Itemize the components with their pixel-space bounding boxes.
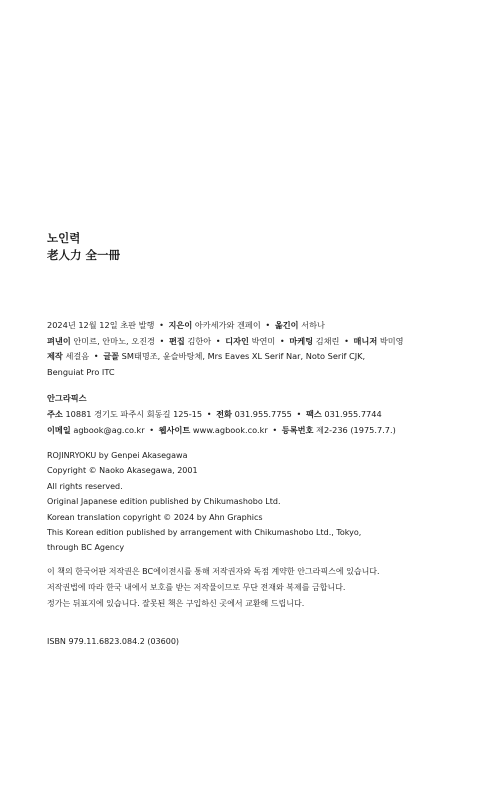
publisher-contact-line-1 <box>47 406 396 422</box>
design-label: 디자인 <box>225 335 249 346</box>
separator: • <box>159 320 164 330</box>
rights-line: This Korean edition published by arrangement with Chikumashobo Ltd., Tokyo, <box>47 528 362 538</box>
book-title-korean: 노인력 <box>47 231 81 245</box>
author-label: 지은이 <box>168 320 193 330</box>
production-label: 제작 <box>47 351 63 362</box>
separator: • <box>265 320 271 330</box>
credits-block <box>47 318 467 380</box>
separator: • <box>296 409 302 419</box>
font-list: SM태명조, 윤슬바탕체, Mrs Eaves XL Serif Nar, Noto Serif CJK, <box>121 351 366 362</box>
publisher-label: 펴낸이 <box>47 335 71 346</box>
address-label: 주소 <box>47 409 63 419</box>
rights-line: Korean translation copyright © 2024 by Ahn Graphics <box>47 512 263 522</box>
fax-value: 031.955.7744 <box>324 409 382 419</box>
publisher-names: 안미르, 안마노, 오진경 <box>73 335 155 346</box>
phone-value: 031.955.7755 <box>234 409 292 419</box>
rights-line: ROJINRYOKU by Genpei Akasegawa <box>47 451 188 460</box>
separator: • <box>279 335 285 346</box>
editor-label: 편집 <box>169 335 185 346</box>
fax-label: 팩스 <box>305 409 322 419</box>
separator: • <box>344 335 349 346</box>
email-value: agbook@ag.co.kr <box>73 425 145 435</box>
editor-name: 김한아 <box>187 335 212 346</box>
marketing-label: 마케팅 <box>289 335 314 346</box>
email-label: 이메일 <box>47 425 71 435</box>
translator-label: 옮긴이 <box>274 320 299 330</box>
publisher-name: 안그라픽스 <box>47 393 87 403</box>
rights-line: through BC Agency <box>47 543 125 553</box>
website-label: 웹사이트 <box>158 425 191 435</box>
website-value: www.agbook.co.kr <box>192 425 268 435</box>
separator: • <box>206 409 212 419</box>
phone-label: 전화 <box>216 409 232 419</box>
credits-line-4: Benguiat Pro ITC <box>47 366 115 377</box>
manager-name: 박미영 <box>379 335 404 346</box>
book-title-original: 老人力 全一冊 <box>47 248 121 262</box>
rights-block <box>47 448 361 556</box>
notice-line: 저작권법에 따라 한국 내에서 보호를 받는 저작물이므로 무단 전재와 복제를 금합니다. <box>47 583 346 592</box>
notice-line: 정가는 뒤표지에 있습니다. 잘못된 책은 구입하신 곳에서 교환해 드립니다. <box>47 599 305 608</box>
separator: • <box>149 425 155 435</box>
design-name: 박연미 <box>251 335 276 346</box>
rights-line: Copyright © Naoko Akasegawa, 2001 <box>47 466 198 476</box>
notice-line: 이 책의 한국어판 저작권은 BC에이전시를 통해 저작권자와 독점 계약한 안그라픽스에 있습니다. <box>47 567 380 576</box>
credits-line-1 <box>47 318 467 334</box>
registration-value: 제2-236 (1975.7.7.) <box>316 425 396 435</box>
isbn: ISBN 979.11.6823.084.2 (03600) <box>47 637 180 646</box>
separator: • <box>159 335 165 346</box>
translator-name: 서하나 <box>301 320 325 330</box>
rights-line: Original Japanese edition published by Chikumashobo Ltd. <box>47 497 281 507</box>
marketing-name: 김채린 <box>315 335 340 346</box>
font-label: 글꼴 <box>103 351 120 362</box>
publisher-block <box>47 390 396 438</box>
manager-label: 매니저 <box>353 335 378 346</box>
separator: • <box>272 425 278 435</box>
author-name: 아카세가와 겐페이 <box>194 320 261 330</box>
publication-date: 2024년 12월 12일 초판 발행 <box>47 320 155 330</box>
rights-line: All rights reserved. <box>47 481 123 491</box>
title-block <box>47 230 120 264</box>
separator: • <box>93 351 99 362</box>
publisher-contact-line-2 <box>47 422 396 438</box>
separator: • <box>215 335 221 346</box>
production-name: 세걸음 <box>65 351 90 362</box>
credits-line-3 <box>47 349 467 365</box>
credits-line-2 <box>47 334 467 350</box>
address-value: 10881 경기도 파주시 회동길 125-15 <box>65 409 203 419</box>
notice-block <box>47 564 380 612</box>
registration-label: 등록번호 <box>281 425 314 435</box>
